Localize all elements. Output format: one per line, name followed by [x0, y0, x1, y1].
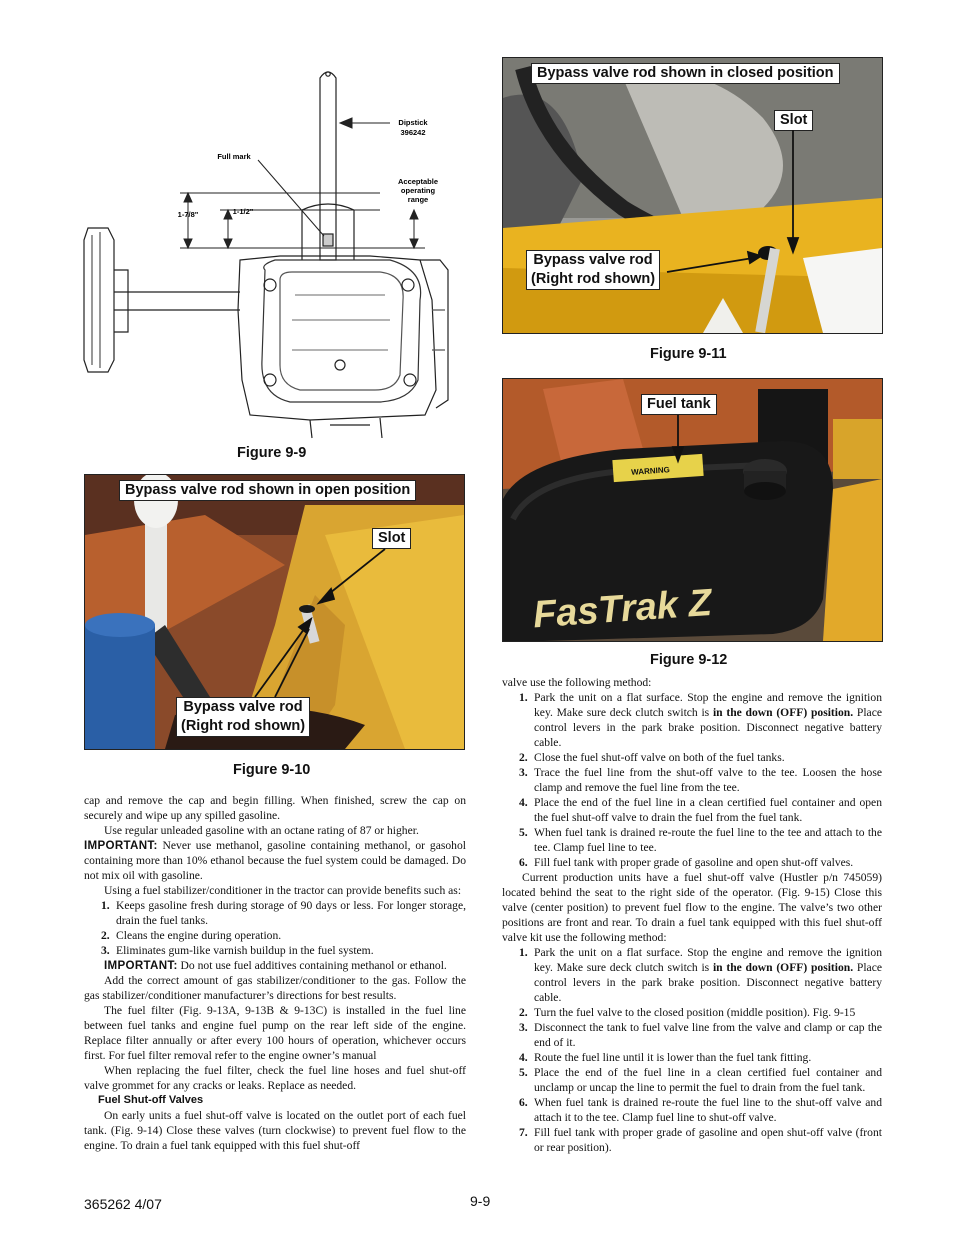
list-item	[502, 1020, 882, 1050]
list-item-number: 1.	[519, 691, 528, 704]
full-mark-label: Full mark	[217, 152, 251, 161]
figure-9-10-photo	[84, 474, 465, 750]
list-item	[84, 943, 466, 958]
list-item-text: Park the unit on a flat surface. Stop the engine and remove the ignition key. Make sure deck clutch switch is	[534, 691, 882, 719]
list-item-text: Disconnect the tank to fuel valve line from the valve and clamp or cap the end of it.	[534, 1021, 882, 1049]
list-item-number: 4.	[519, 796, 528, 809]
figure-9-11-arrows	[503, 58, 882, 333]
list-item	[502, 945, 882, 1005]
figure-9-11-rod-label-line1: Bypass valve rod	[533, 252, 653, 268]
page-number: 9-9	[470, 1193, 491, 1209]
figure-9-9-drawing	[80, 60, 480, 440]
list-item	[84, 898, 466, 928]
figure-9-11-photo	[502, 57, 883, 334]
list-item-text: Place control levers in the park brake position. Disconnect negative battery cable.	[534, 961, 882, 1004]
list-item-text: Route the fuel line until it is lower than the fuel tank fitting.	[534, 1051, 812, 1064]
list-item	[502, 825, 882, 855]
figure-9-11-slot-label: Slot	[774, 110, 813, 131]
list-item	[502, 1065, 882, 1095]
left-paragraph-5-text: Do not use fuel additives containing methanol or ethanol.	[177, 959, 447, 972]
list-item	[502, 1005, 882, 1020]
list-item-text: When fuel tank is drained re-route the fuel line to the shut-off valve and attach it to the tee. Clamp fuel line to shut-off valve.	[534, 1096, 882, 1124]
left-paragraph-1: cap and remove the cap and begin filling. When finished, screw the cap on securely and wipe up any spilled gasoline.	[84, 794, 466, 822]
list-item-number: 2.	[519, 1006, 528, 1019]
list-item-bold: in the down (OFF) position.	[712, 961, 854, 974]
list-item-number: 5.	[519, 826, 528, 839]
left-text-column	[84, 793, 466, 1153]
list-item	[502, 1125, 882, 1155]
list-item-text: Cleans the engine during operation.	[116, 929, 282, 942]
right-paragraph-2: Current production units have a fuel shut-off valve (Hustler p/n 745059) located behind the seat to the right side of the operator. (Fig. 9-15) Close this valve (center position) to prevent fuel flow to the engine. The valve’s two other positions are front and rear. To drain a fuel tank equipped with this fuel shut-off valve kit use the following method:	[502, 871, 882, 944]
list-item-text: Place control levers in the park brake position. Disconnect negative battery cable.	[534, 706, 882, 749]
left-paragraph-5	[84, 958, 466, 973]
list-item-text: Fill fuel tank with proper grade of gasoline and open shut-off valve (front or rear position).	[534, 1126, 882, 1154]
list-item-text: Place the end of the fuel line in a clean certified fuel container and open the fuel shut-off valve to drain the fuel from the fuel tank.	[534, 796, 882, 824]
list-item-text: Place the end of the fuel line in a clean certified fuel container and unclamp or uncap the line to permit the fuel to drain from the fuel tank.	[534, 1066, 882, 1094]
figure-9-12-photo	[502, 378, 883, 642]
list-item-number: 3.	[101, 944, 110, 957]
figure-9-10-rod-label-line2: (Right rod shown)	[181, 718, 306, 734]
left-paragraph-4: Using a fuel stabilizer/conditioner in the tractor can provide benefits such as:	[104, 884, 462, 897]
list-item	[502, 855, 882, 870]
list-item-text: Turn the fuel valve to the closed position (middle position). Fig. 9-15	[534, 1006, 856, 1019]
list-item	[502, 750, 882, 765]
figure-9-12-fuel-tank-label: Fuel tank	[641, 394, 717, 415]
important-keyword-2: IMPORTANT:	[104, 959, 178, 972]
list-item	[502, 1095, 882, 1125]
section-heading: Fuel Shut-off Valves	[98, 1094, 204, 1106]
list-item-text: When fuel tank is drained re-route the fuel line to the tee and attach to the tee. Clamp fuel line to tee.	[534, 826, 882, 854]
list-item-number: 1.	[519, 946, 528, 959]
list-item-text: Park the unit on a flat surface. Stop the engine and remove the ignition key. Make sure deck clutch switch is	[534, 946, 882, 974]
figure-9-9-caption: Figure 9-9	[237, 445, 307, 461]
list-item-number: 1.	[101, 899, 110, 912]
range-label-line2: operating	[400, 186, 436, 195]
figure-9-10-rod-label-line1: Bypass valve rod	[183, 699, 303, 715]
range-label-line3: range	[407, 195, 429, 204]
list-item-text: Fill fuel tank with proper grade of gasoline and open shut-off valves.	[534, 856, 854, 869]
left-paragraph-9: On early units a fuel shut-off valve is located on the outlet port of each fuel tank. (Fig. 9-14) Close these valves (turn clockwise) to prevent fuel flow to the engine. To drain a fuel tank equipped with this fuel shut-off	[84, 1109, 466, 1152]
list-item	[502, 1050, 882, 1065]
figure-9-12-caption: Figure 9-12	[650, 652, 728, 668]
left-paragraph-3	[84, 838, 466, 883]
dim-inner-label: 1-1/2"	[232, 207, 254, 216]
list-item-number: 4.	[519, 1051, 528, 1064]
list-item-bold: in the down (OFF) position.	[712, 706, 854, 719]
left-paragraph-6: Add the correct amount of gas stabilizer/conditioner to the gas. Follow the gas stabilizer/conditioner manufacturer’s directions for best results.	[84, 974, 466, 1002]
range-label-line1: Acceptable	[397, 177, 439, 186]
left-paragraph-2: Use regular unleaded gasoline with an octane rating of 87 or higher.	[104, 824, 419, 837]
figure-9-12-warning-text: WARNING	[630, 465, 671, 477]
left-paragraph-7: The fuel filter (Fig. 9-13A, 9-13B & 9-13C) is installed in the fuel line between fuel tanks and engine fuel pump on the rear left side of the engine. Replace filter annually or after every 100 hours of operation, whichever occurs first. For fuel filter removal refer to the engine owner’s manual	[84, 1004, 466, 1062]
dipstick-label-line1: Dipstick	[398, 118, 428, 127]
list-item-number: 2.	[101, 929, 110, 942]
figure-9-11-title: Bypass valve rod shown in closed position	[531, 63, 840, 84]
list-item-number: 7.	[519, 1126, 528, 1139]
list-item-text: Eliminates gum-like varnish buildup in the fuel system.	[116, 944, 374, 957]
figure-9-11-caption: Figure 9-11	[650, 346, 727, 362]
figure-9-11-rod-label-line2: (Right rod shown)	[531, 271, 656, 287]
list-item-text: Close the fuel shut-off valve on both of the fuel tanks.	[534, 751, 785, 764]
dipstick-label-line2: 396242	[400, 128, 426, 137]
list-item-number: 6.	[519, 856, 528, 869]
left-paragraph-8: When replacing the fuel filter, check the fuel line hoses and fuel shut-off valve grommet for any cracks or leaks. Replace as needed.	[84, 1064, 466, 1092]
figure-9-10-arrows	[85, 475, 464, 749]
figure-9-12-arrows	[503, 379, 882, 641]
dim-outer-label: 1-7/8"	[177, 210, 199, 219]
left-paragraph-3-text: Never use methanol, gasoline containing methanol, or gasohol containing more than 10% ethanol because the fuel system could be damaged. Do not mix oil with gasoline.	[84, 839, 466, 882]
list-item	[502, 765, 882, 795]
list-item-number: 5.	[519, 1066, 528, 1079]
important-keyword-1: IMPORTANT:	[84, 839, 158, 852]
list-item-number: 6.	[519, 1096, 528, 1109]
doc-number: 365262 4/07	[84, 1196, 162, 1212]
list-item-text: Trace the fuel line from the shut-off valve to the tee. Loosen the hose clamp and remove the fuel line from the tee.	[534, 766, 882, 794]
list-item-number: 3.	[519, 1021, 528, 1034]
list-item-number: 3.	[519, 766, 528, 779]
figure-9-12-brand-text: FasTrak Z	[531, 581, 714, 637]
figure-9-10-title: Bypass valve rod shown in open position	[119, 480, 416, 501]
right-text-column	[502, 675, 882, 1155]
figure-9-10-caption: Figure 9-10	[233, 762, 311, 778]
list-item-text: Keeps gasoline fresh during storage of 90 days or less. For longer storage, drain the fuel tanks.	[116, 899, 466, 927]
list-item	[84, 928, 466, 943]
list-item	[502, 690, 882, 750]
list-item-number: 2.	[519, 751, 528, 764]
right-intro: valve use the following method:	[502, 676, 652, 689]
figure-9-10-slot-label: Slot	[372, 528, 411, 549]
list-item	[502, 795, 882, 825]
